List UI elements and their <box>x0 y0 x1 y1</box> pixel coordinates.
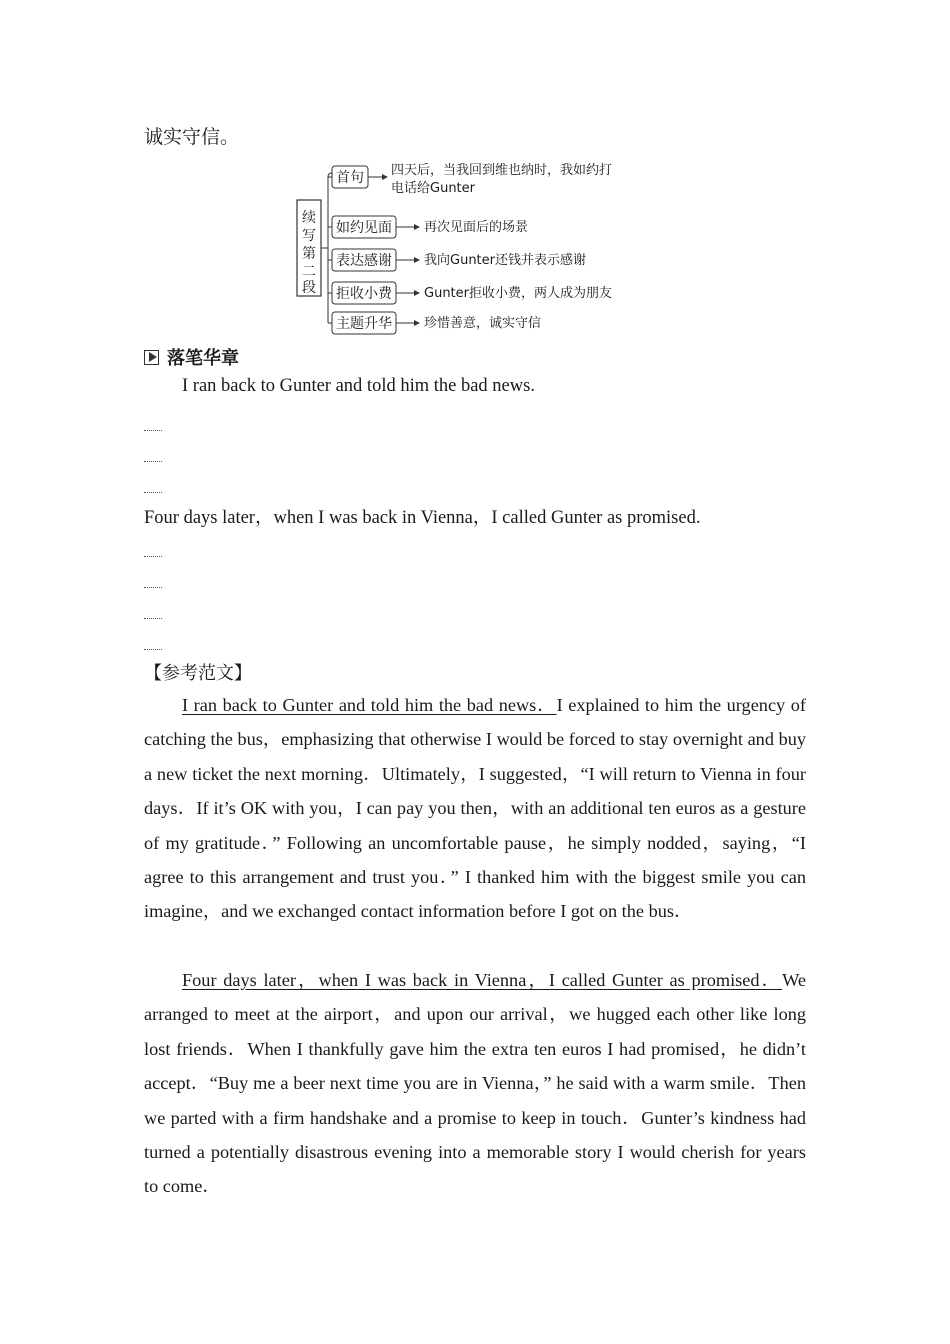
branch-note: 四天后，当我回到维也纳时，我如约打 <box>391 163 613 178</box>
diagram-root-char: 续 <box>302 210 316 226</box>
writing-line <box>144 649 162 650</box>
underlined-starter: Four days later，when I was back in Vienna，I called Gunter as promised． <box>182 970 783 990</box>
paragraph-text: I explained to him the urgency of catching the bus，emphasizing that otherwise I would be forced to stay overnight and buy a new ticket the next morning．Ultimately，I suggested，“I will return to Vienna in four days．If it’s OK with you，I can pay you then，with an additional ten euros as a gesture of my gratitude．” Following an uncomfortable pause，he simply nodded，saying，“I agree to this arrangement and trust you．” I thanked him with the biggest smile you can imagine，and we exchanged contact information before I got on the bus． <box>144 695 807 922</box>
branch-label: 主题升华 <box>336 316 392 332</box>
starter-sentence-1: I ran back to Gunter and told him the bad news. <box>182 376 535 396</box>
reference-title: 【参考范文】 <box>144 663 252 684</box>
diagram-branch-1 <box>332 216 528 238</box>
branch-label: 如约见面 <box>336 220 392 236</box>
paragraph-text: We arranged to meet at the airport，and upon our arrival，we hugged each other like long lost friends．When I thankfully gave him the extra ten euros I had promised，he didn’t accept．“Buy me a beer next time you are in Vienna，” he said with a warm smile．Then we parted with a firm handshake and a promise to keep in touch．Gunter’s kindness had turned a potentially disastrous evening into a memorable story I would cherish for years to come． <box>144 970 806 1197</box>
diagram-branch-2 <box>332 249 586 271</box>
diagram-branch-0 <box>332 162 612 196</box>
branch-label: 表达感谢 <box>336 253 392 269</box>
underlined-starter: I ran back to Gunter and told him the bad news． <box>182 695 557 715</box>
diagram-root-char: 段 <box>302 280 316 296</box>
starter-sentence-2: Four days later，when I was back in Vienna，I called Gunter as promised. <box>144 508 701 528</box>
reference-paragraph-2 <box>144 963 806 1204</box>
diagram-root-char: 二 <box>302 264 316 280</box>
writing-line <box>144 492 162 493</box>
top-line: 诚实守信。 <box>144 127 240 148</box>
diagram-root-char: 写 <box>302 228 316 244</box>
diagram-bracket-ticks <box>328 227 332 323</box>
branch-note: Gunter拒收小费，两人成为朋友 <box>424 286 612 301</box>
reference-paragraph-1 <box>144 688 806 929</box>
branch-note: 再次见面后的场景 <box>424 220 529 235</box>
outline-diagram <box>296 160 676 340</box>
diagram-root-char: 第 <box>302 246 316 262</box>
writing-line <box>144 587 162 588</box>
branch-label: 拒收小费 <box>336 286 392 302</box>
writing-line <box>144 461 162 462</box>
diagram-branch-4 <box>332 312 541 334</box>
writing-line <box>144 618 162 619</box>
branch-label: 首句 <box>336 170 364 186</box>
diagram-branch-3 <box>332 282 612 304</box>
section-title: 落笔华章 <box>167 348 239 369</box>
section-heading <box>144 344 239 370</box>
writing-line <box>144 430 162 431</box>
diagram-bracket <box>328 173 332 323</box>
branch-note: 我向Gunter还钱并表示感谢 <box>424 253 586 268</box>
writing-line <box>144 556 162 557</box>
branch-note: 珍惜善意，诚实守信 <box>424 316 542 331</box>
play-icon <box>144 350 159 365</box>
branch-note: 电话给Gunter <box>391 181 475 196</box>
